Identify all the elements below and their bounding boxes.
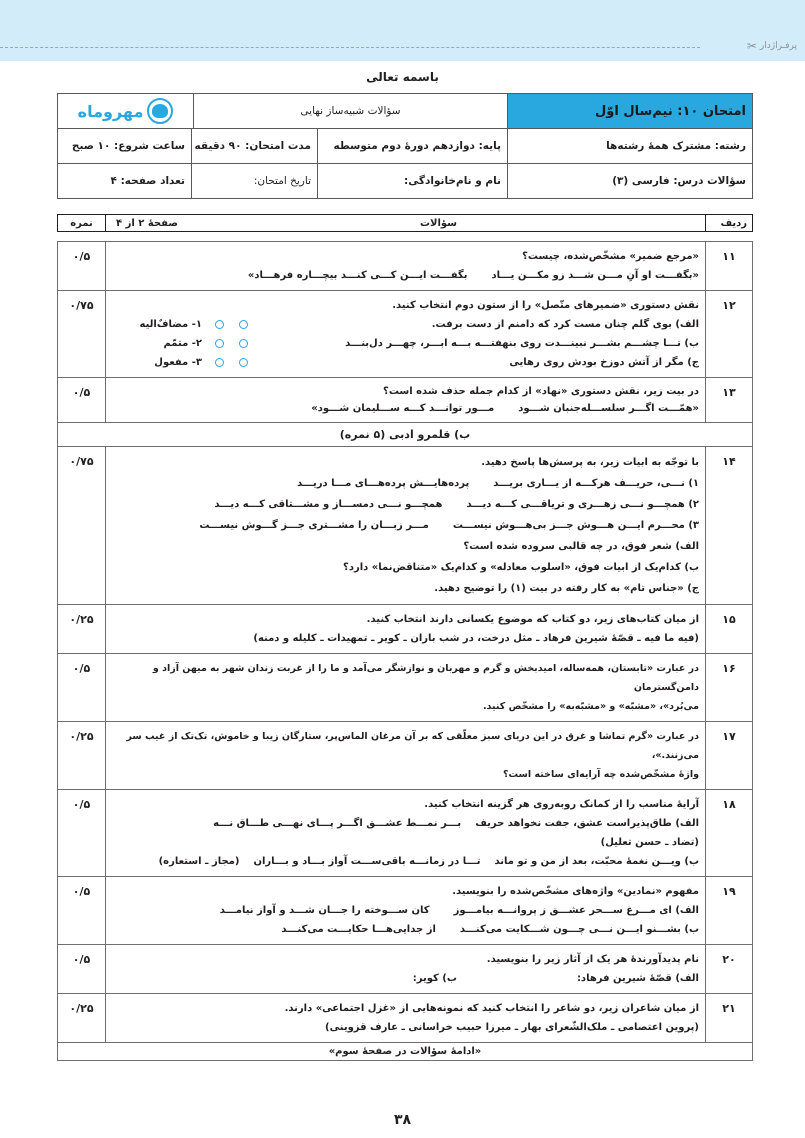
question-score: ۰/۵ [72,386,91,399]
date-field[interactable]: تاریخ امتحان: [191,164,317,198]
question-row [58,242,752,291]
choice-options: (تضاد ـ حسن تعلیل) [600,837,699,848]
exam-type: سؤالات شبیه‌ساز نهایی [193,94,507,128]
poem-verse [112,901,699,920]
question-score: ۰/۵ [72,662,91,675]
answer-field-b[interactable]: ب) کویر: [412,973,457,984]
question-score: ۰/۷۵ [69,299,94,312]
cut-line [0,47,700,48]
question-score: ۰/۷۵ [69,455,94,468]
question-prompt: از میان شاعران زیر، دو شاعر را انتخاب کنید که نمونه‌هایی از «غزل اجتماعی» دارند. [284,1003,699,1014]
hemistich-2: از جدایی‌هـــا حکایـــت می‌کنـــد [281,924,436,935]
matching-sentence: ب) تـــا چشـــم بشـــر نبینـــدت روی بنهفتـــه بـــه ابـــر، چهـــر دل‌بنـــد [345,338,699,349]
sub-question: ب) کدام‌یک از ابیات فوق، «اسلوب معادله» و کدام‌یک «متناقض‌نما» دارد؟ [343,562,699,573]
question-prompt: نقش دستوری «ضمیرهای متّصل» را از ستون دوم انتخاب کنید. [392,300,699,311]
hemistich-1: الف) ای مـــرغ ســـحر عشـــق ز پروانـــه بیامـــوز [453,905,699,916]
hemistich-2: تـــا در زمانـــه باقی‌ســـت آواز بـــاد و بـــاران [253,856,481,867]
matching-option: ۳- مفعول [154,357,202,368]
question-text: می‌بُرد»، «مشبّه» و «مشبّه‌به» را مشخّص کنید. [482,701,699,712]
continue-note: «ادامهٔ سؤالات در صفحهٔ سوم» [328,1046,482,1057]
question-number: ۱۲ [705,291,752,377]
question-body [105,654,705,721]
option-circle[interactable] [215,358,224,367]
question-body [105,291,705,377]
answer-field-a[interactable]: الف) قصّهٔ شیرین فرهاد: [576,973,699,984]
question-score: ۰/۵ [72,885,91,898]
bismillah-heading: باسمه تعالی [366,70,439,84]
option-circle[interactable] [215,320,224,329]
question-row [58,378,752,423]
header-row-2 [58,129,752,164]
question-number: ۱۷ [705,722,752,789]
poem-verse [112,400,699,417]
question-prompt: مفهوم «نمادین» واژه‌های مشخّص‌شده را بنویسید. [452,886,699,897]
matching-option: ۱- مضافٌ‌الیه [139,319,202,330]
hemistich-2: بگفـــت ایـــن کـــی کنـــد بیچـــاره فرهـــاد» [247,270,468,281]
top-cut-band [0,0,805,61]
question-row [58,291,752,378]
question-text: در عبارت «تابستان، همه‌ساله، امیدبخش و گرم و مهربان و نوازشگر می‌آمد و ما را از غربت زندان شهر به میهن آزاد و دامن‌گسترمان [152,663,699,693]
page-count-info: تعداد صفحه: ۴ [110,175,185,187]
hemistich-2: مـــر زبـــان را مشـــتری جـــز گـــوش نیســـت [199,520,429,531]
question-prompt: در بیت زیر، نقش دستوری «نهاد» از کدام جمله حذف شده است؟ [383,386,699,397]
hemistich-1: ۲) همچـــو نـــی زهـــری و تریاقـــی کـــه دیـــد [466,499,699,510]
question-row [58,722,752,790]
question-prompt: از میان کتاب‌های زیر، دو کتاب که موضوع یکسانی دارند انتخاب کنید. [366,614,699,625]
hemistich-2: همچـــو نـــی دمســـاز و مشـــتاقی کـــه دیـــد [214,499,443,510]
hemistich-1: ب) بشـــنو ایـــن نـــی چـــون شـــکایت می‌کنـــد [459,924,699,935]
col-questions-label: سؤالات [419,217,458,229]
question-number: ۱۵ [705,605,752,653]
poet-list: (پروین اعتصامی ـ ملک‌الشّعرای بهار ـ میرزا حبیب خراسانی ـ عارف قزوینی) [325,1022,699,1033]
question-prompt: با توجّه به ابیات زیر، به پرسش‌ها پاسخ دهید. [481,457,699,468]
matching-sentence: الف) بوی گلم چنان مست کرد که دامنم از دست برفت. [431,319,699,330]
col-row: ردیف [705,215,752,231]
answer-fields [112,969,699,988]
poem-verse [112,266,699,285]
hemistich-2: مـــور توانـــد کـــه ســـلیمان شـــود» [311,403,495,414]
question-body [105,790,705,876]
question-number: ۲۰ [705,945,752,993]
matching-sentence: ج) مگر از آتش دوزخ بودش روی رهایی [509,357,699,368]
question-body [105,378,705,422]
question-row [58,654,752,722]
matching-item [112,353,699,372]
question-body [105,722,705,789]
section-title: ب) قلمرو ادبی (۵ نمره) [339,428,471,441]
column-header [57,214,753,232]
poem-verse [112,494,699,515]
question-score: ۰/۵ [72,798,91,811]
answer-circle[interactable] [239,339,248,348]
hemistich-2: بـــر نمـــط عشـــق اگـــر پـــای نهـــی طـــاق نـــه [213,818,462,829]
page-info: صفحهٔ ۲ از ۴ [116,217,178,229]
sub-question: ج) «جناس تام» به کار رفته در بیت (۱) را توضیح دهید. [434,583,699,594]
question-body [105,447,705,604]
question-number: ۱۳ [705,378,752,422]
question-number: ۱۸ [705,790,752,876]
cut-label [747,39,797,53]
logo-text: مهروماه [77,101,144,121]
header-row-3 [58,164,752,198]
answer-circle[interactable] [239,320,248,329]
question-score: ۰/۵ [72,953,91,966]
hemistich-1: ۳) محـــرم ایـــن هـــوش جـــز بی‌هـــوش نیســـت [452,520,699,531]
poem-verse [112,515,699,536]
section-row [58,423,752,447]
question-row [58,994,752,1043]
questions-table [57,241,753,1061]
question-row [58,877,752,945]
scissors-icon: ✂ [746,39,757,53]
hemistich-1: ۱) نـــی، حریـــف هرکـــه از یـــاری بریـــد [493,478,699,489]
question-prompt: نام پدیدآورندهٔ هر یک از آثار زیر را بنویسید. [486,954,699,965]
field-info: رشته: مشترک همهٔ رشته‌ها [507,129,752,163]
continue-row [58,1043,752,1060]
question-score: ۰/۲۵ [69,613,94,626]
question-row [58,447,752,605]
question-row [58,790,752,877]
butterfly-icon [147,98,173,124]
poem-verse [112,852,699,871]
question-body [105,945,705,993]
hemistich-2: کان ســـوخته را جـــان شـــد و آواز نیامـــد [219,905,430,916]
col-questions [105,215,705,231]
hemistich-1: «همّـــت اگـــر سلســـله‌جنبان شـــود [518,403,699,414]
name-field[interactable]: نام و نام‌خانوادگی: [317,164,507,198]
grade-info: پایه: دوازدهم دورهٔ دوم متوسطه [317,129,507,163]
question-body [105,242,705,290]
logo-cell [58,94,193,128]
cut-label-text: پرفـراژدار [759,41,797,51]
question-row [58,605,752,654]
matching-option: ۲- متمّم [163,338,202,349]
question-row [58,945,752,994]
question-score: ۰/۲۵ [69,1002,94,1015]
poem-verse [112,920,699,939]
question-score: ۰/۵ [72,250,91,263]
question-prompt: «مرجع ضمیر» مشخّص‌شده، چیست؟ [522,251,699,262]
exam-title: امتحان ۱۰: نیم‌سال اوّل [507,94,752,128]
question-body [105,994,705,1042]
question-score: ۰/۲۵ [69,730,94,743]
question-prompt: آرایهٔ مناسب را از کمانک روبه‌روی هر گزینه انتخاب کنید. [424,799,699,810]
question-text: واژهٔ مشخّص‌شده چه آرایه‌ای ساخته است؟ [502,769,699,780]
page-number: ۳۸ [393,1112,412,1128]
matching-item [112,315,699,334]
brand-logo [78,98,174,124]
question-text: در عبارت «گرم تماشا و غرق در این دریای سبز معلّقی که بر آن مرغان الماس‌پر، ستارگان زیبا و خاموش، تک‌تک از غیب سر می‌زنند.»، [126,731,699,761]
question-number: ۱۴ [705,447,752,604]
matching-item [112,334,699,353]
question-number: ۱۹ [705,877,752,944]
hemistich-2: پرده‌هایـــش پرده‌هـــای مـــا دریـــد [296,478,470,489]
hemistich-1: ب) ویـــن نغمهٔ محبّت، بعد از من و تو ماند [494,856,699,867]
choice-options: (مجاز ـ استعاره) [158,856,240,867]
option-circle[interactable] [215,339,224,348]
col-score: نمره [70,217,93,229]
question-body [105,605,705,653]
start-time-info: ساعت شروع: ۱۰ صبح [71,140,185,152]
sub-question: الف) شعر فوق، در چه قالبی سروده شده است؟ [463,541,699,552]
poem-verse [112,473,699,494]
question-number: ۱۶ [705,654,752,721]
hemistich-1: الف) طاق‌پذیراست عشق، جفت نخواهد حریف [475,818,699,829]
question-body [105,877,705,944]
question-number: ۲۱ [705,994,752,1042]
answer-circle[interactable] [239,358,248,367]
hemistich-1: «بگفـــت او آنِ مـــن شـــد زو مکـــن یـــاد [491,270,699,281]
question-number: ۱۱ [705,242,752,290]
subject-info: سؤالات درس: فارسی (۳) [507,164,752,198]
book-list: (فیه ما فیه ـ قصّهٔ شیرین فرهاد ـ مثل درخت، در شب باران ـ کویر ـ تمهیدات ـ کلیله و دمنه) [253,633,699,644]
header-row-1 [58,94,752,129]
exam-header-table [57,93,753,199]
duration-info: مدت امتحان: ۹۰ دقیقه [191,129,317,163]
poem-verse [112,814,699,852]
